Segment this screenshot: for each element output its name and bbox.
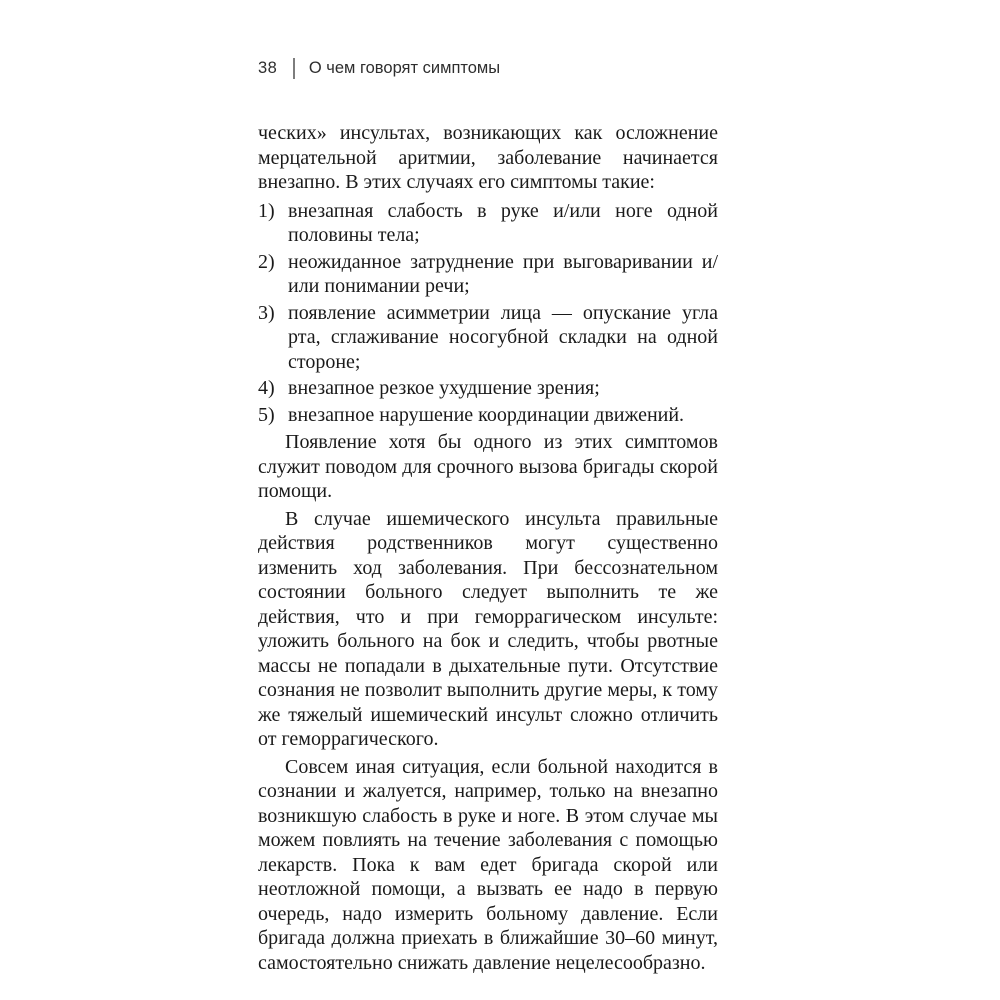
list-item-number: 5)	[258, 403, 275, 426]
list-item-text: внезапная слабость в руке и/или ноге одной половины тела;	[288, 199, 718, 246]
paragraph: Совсем иная ситуация, если больной находится в сознании и жалуется, например, только на внезапно возникшую слабость в руке и ноге. В этом случае мы можем повлиять на течение заболевания с помощью лекарств. Пока к вам едет бригада скорой или неотложной помощи, а вызвать ее надо в первую очередь, надо измерить больному давление. Если бригада должна приехать в ближайшие 30–60 минут, самостоятельно снижать давление нецелесообразно.	[258, 755, 718, 974]
list-item-text: появление асимметрии лица — опускание угла рта, сглаживание носогубной складки на одной стороне;	[288, 301, 718, 373]
list-item-number: 2)	[258, 250, 275, 273]
page-number: 38	[258, 58, 278, 77]
symptom-list	[258, 199, 718, 428]
list-item-number: 3)	[258, 301, 275, 324]
header-divider	[293, 58, 295, 79]
page-body	[258, 121, 718, 975]
list-item-text: внезапное нарушение координации движений.	[288, 403, 685, 426]
paragraph-intro: ческих» инсультах, возникающих как осложнение мерцательной аритмии, заболевание начинается внезапно. В этих случаях его симптомы такие:	[258, 122, 718, 193]
running-title: О чем говорят симптомы	[308, 58, 501, 77]
list-item-number: 4)	[258, 377, 275, 399]
list-item	[258, 301, 718, 375]
list-item	[258, 403, 718, 428]
list-item-number: 1)	[258, 199, 275, 222]
list-item	[258, 199, 718, 248]
paragraph: В случае ишемического инсульта правильные действия родственников могут существенно изменить ход заболевания. При бессознательном состоянии больного следует выполнить те же действия, что и при геморрагическом инсульте: уложить больного на бок и следить, чтобы рвотные массы не попадали в дыхательные пути. Отсутствие сознания не позволит выполнить другие меры, к тому же тяжелый ишемический инсульт сложно отличить от геморрагического.	[258, 507, 718, 750]
paragraph: Появление хотя бы одного из этих симптомов служит поводом для срочного вызова бригады скорой помощи.	[258, 431, 718, 502]
list-item	[258, 376, 718, 401]
list-item-text: неожиданное затруднение при выговаривании и/или понимании речи;	[288, 250, 718, 297]
list-item	[258, 250, 718, 299]
list-item-text: внезапное резкое ухудшение зрения;	[288, 377, 600, 399]
running-header	[258, 57, 718, 79]
book-page	[258, 57, 718, 975]
